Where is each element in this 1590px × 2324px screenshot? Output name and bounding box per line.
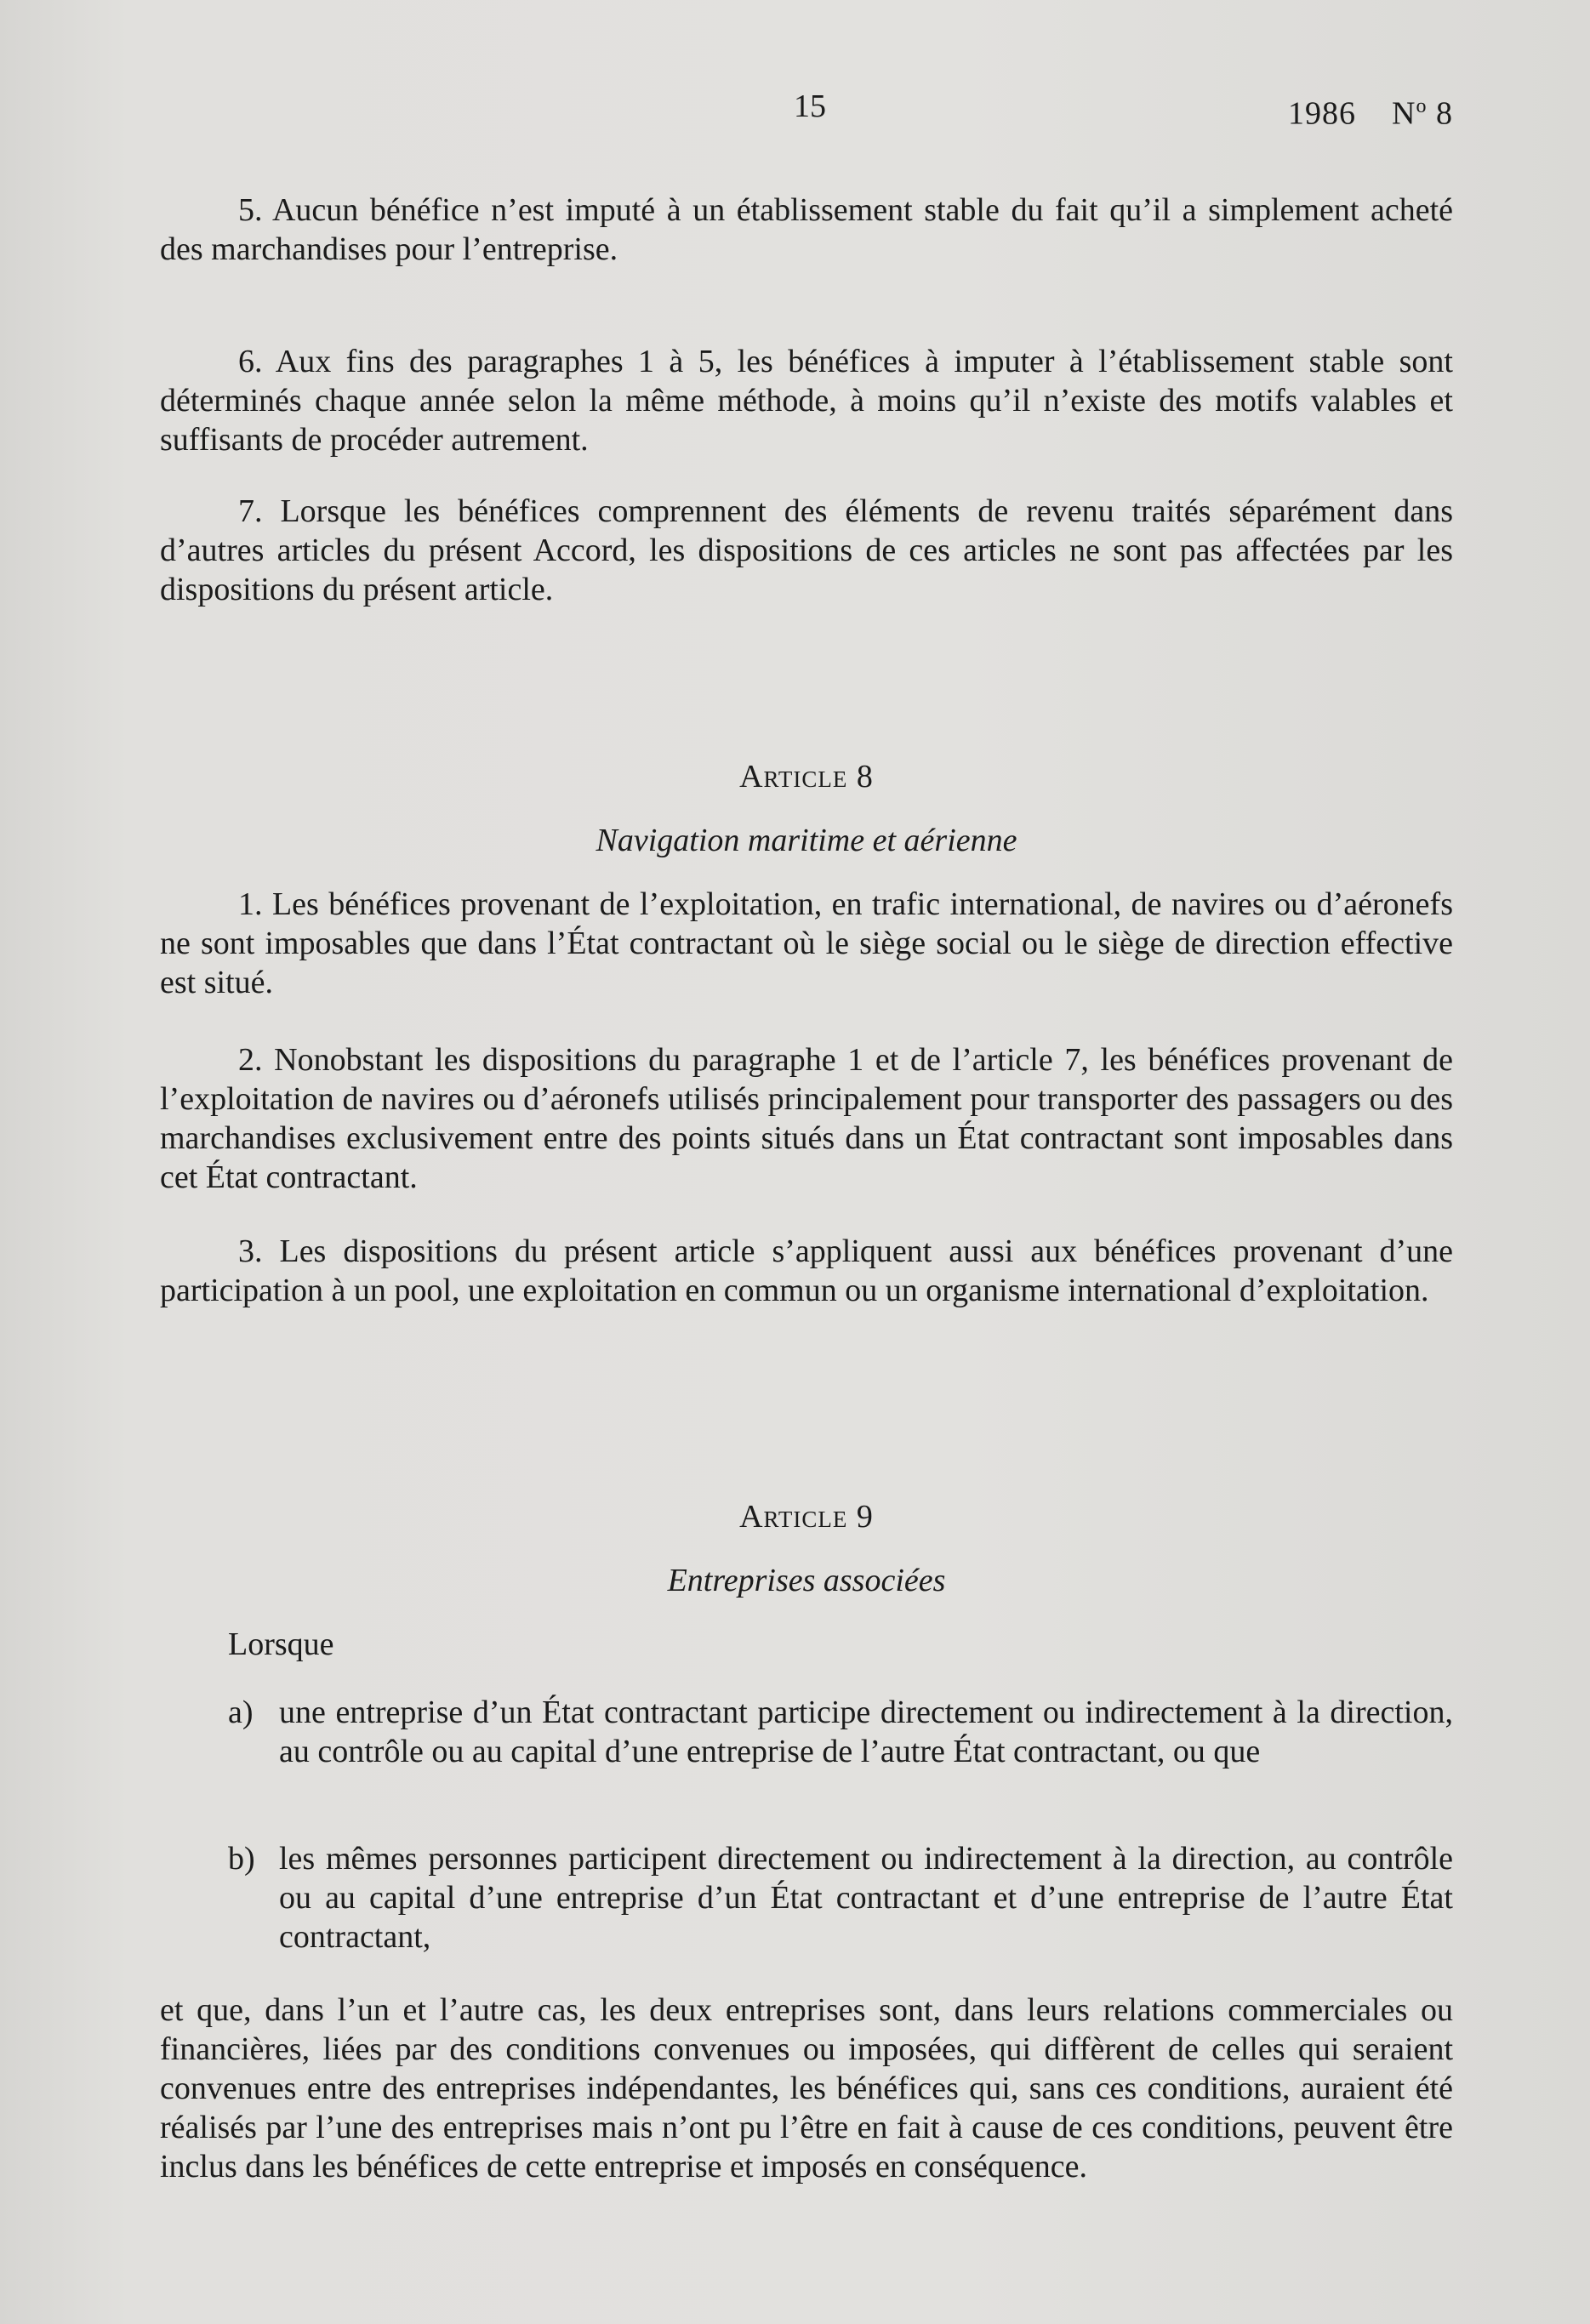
- document-number: 8: [1436, 95, 1453, 132]
- paragraph-text: et que, dans l’un et l’autre cas, les deux entreprises sont, dans leurs relations commerciales ou financières, liées par des conditions convenues ou imposées, qui diffèrent de celles qui seraient convenues entre des entreprises indépendantes, les bénéfices qui, sans ces conditions, auraient été réalisés par l’une des entreprises mais n’ont pu l’être en fait à cause de ces conditions, peuvent être inclus dans les bénéfices de cette entreprise et imposés en conséquence.: [160, 1992, 1453, 2184]
- page-number: 15: [794, 88, 826, 124]
- paragraph-text: 5. Aucun bénéfice n’est imputé à un établissement stable du fait qu’il a simplement acheté des marchandises pour l’entreprise.: [160, 192, 1453, 267]
- article-9-conclusion: [160, 1991, 1453, 2186]
- paragraph-text: 2. Nonobstant les dispositions du paragraphe 1 et de l’article 7, les bénéfices provenant de l’exploitation de navires ou d’aéronefs utilisés principalement pour transporter des passagers ou des marchandises exclusivement entre des points situés dans un État contractant sont imposables dans cet État contractant.: [160, 1042, 1453, 1195]
- document-year: 1986: [1288, 95, 1357, 132]
- article-9-intro: Lorsque: [228, 1626, 334, 1662]
- article-8-paragraph-1: [160, 885, 1453, 1002]
- paragraph-text: 1. Les bénéfices provenant de l’exploitation, en trafic international, de navires ou d’aéronefs ne sont imposables que dans l’État contractant où le siège social ou le siège de direction effective est situé.: [160, 886, 1453, 1000]
- article-8-paragraph-3: [160, 1232, 1453, 1310]
- article-8-subtitle: Navigation maritime et aérienne: [596, 823, 1017, 858]
- list-marker: a): [228, 1695, 254, 1730]
- document-reference: [1288, 87, 1453, 134]
- list-item-text: une entreprise d’un État contractant participe directement ou indirectement à la direction, au contrôle ou au capital d’une entreprise de l’autre État contractant, ou que: [279, 1695, 1453, 1769]
- paragraph-text: 7. Lorsque les bénéfices comprennent des éléments de revenu traités séparément dans d’autres articles du présent Accord, les dispositions de ces articles ne sont pas affectées par les dispositions du présent article.: [160, 493, 1453, 607]
- number-label: N: [1392, 95, 1416, 132]
- article-8-title: Article 8: [739, 759, 874, 795]
- number-sup: o: [1416, 95, 1428, 117]
- article-9-subtitle: Entreprises associées: [667, 1563, 946, 1598]
- paragraph-5: [160, 191, 1453, 269]
- page-header: [160, 87, 1453, 132]
- paragraph-text: 3. Les dispositions du présent article s’appliquent aussi aux bénéfices provenant d’une participation à un pool, une exploitation en commun ou un organisme international d’exploitation.: [160, 1233, 1453, 1308]
- paragraph-text: 6. Aux fins des paragraphes 1 à 5, les bénéfices à imputer à l’établissement stable sont déterminés chaque année selon la même méthode, à moins qu’il n’existe des motifs valables et suffisants de procéder autrement.: [160, 344, 1453, 458]
- paragraph-6: [160, 342, 1453, 459]
- article-9-title: Article 9: [739, 1499, 874, 1535]
- list-marker: b): [228, 1841, 255, 1877]
- list-item-b: [228, 1839, 1453, 1957]
- article-8-paragraph-2: [160, 1040, 1453, 1197]
- list-item-a: [228, 1693, 1453, 1771]
- list-item-text: les mêmes personnes participent directement ou indirectement à la direction, au contrôle ou au capital d’une entreprise d’un État contractant et d’une entreprise de l’autre État contractant,: [279, 1841, 1453, 1955]
- paragraph-7: [160, 492, 1453, 609]
